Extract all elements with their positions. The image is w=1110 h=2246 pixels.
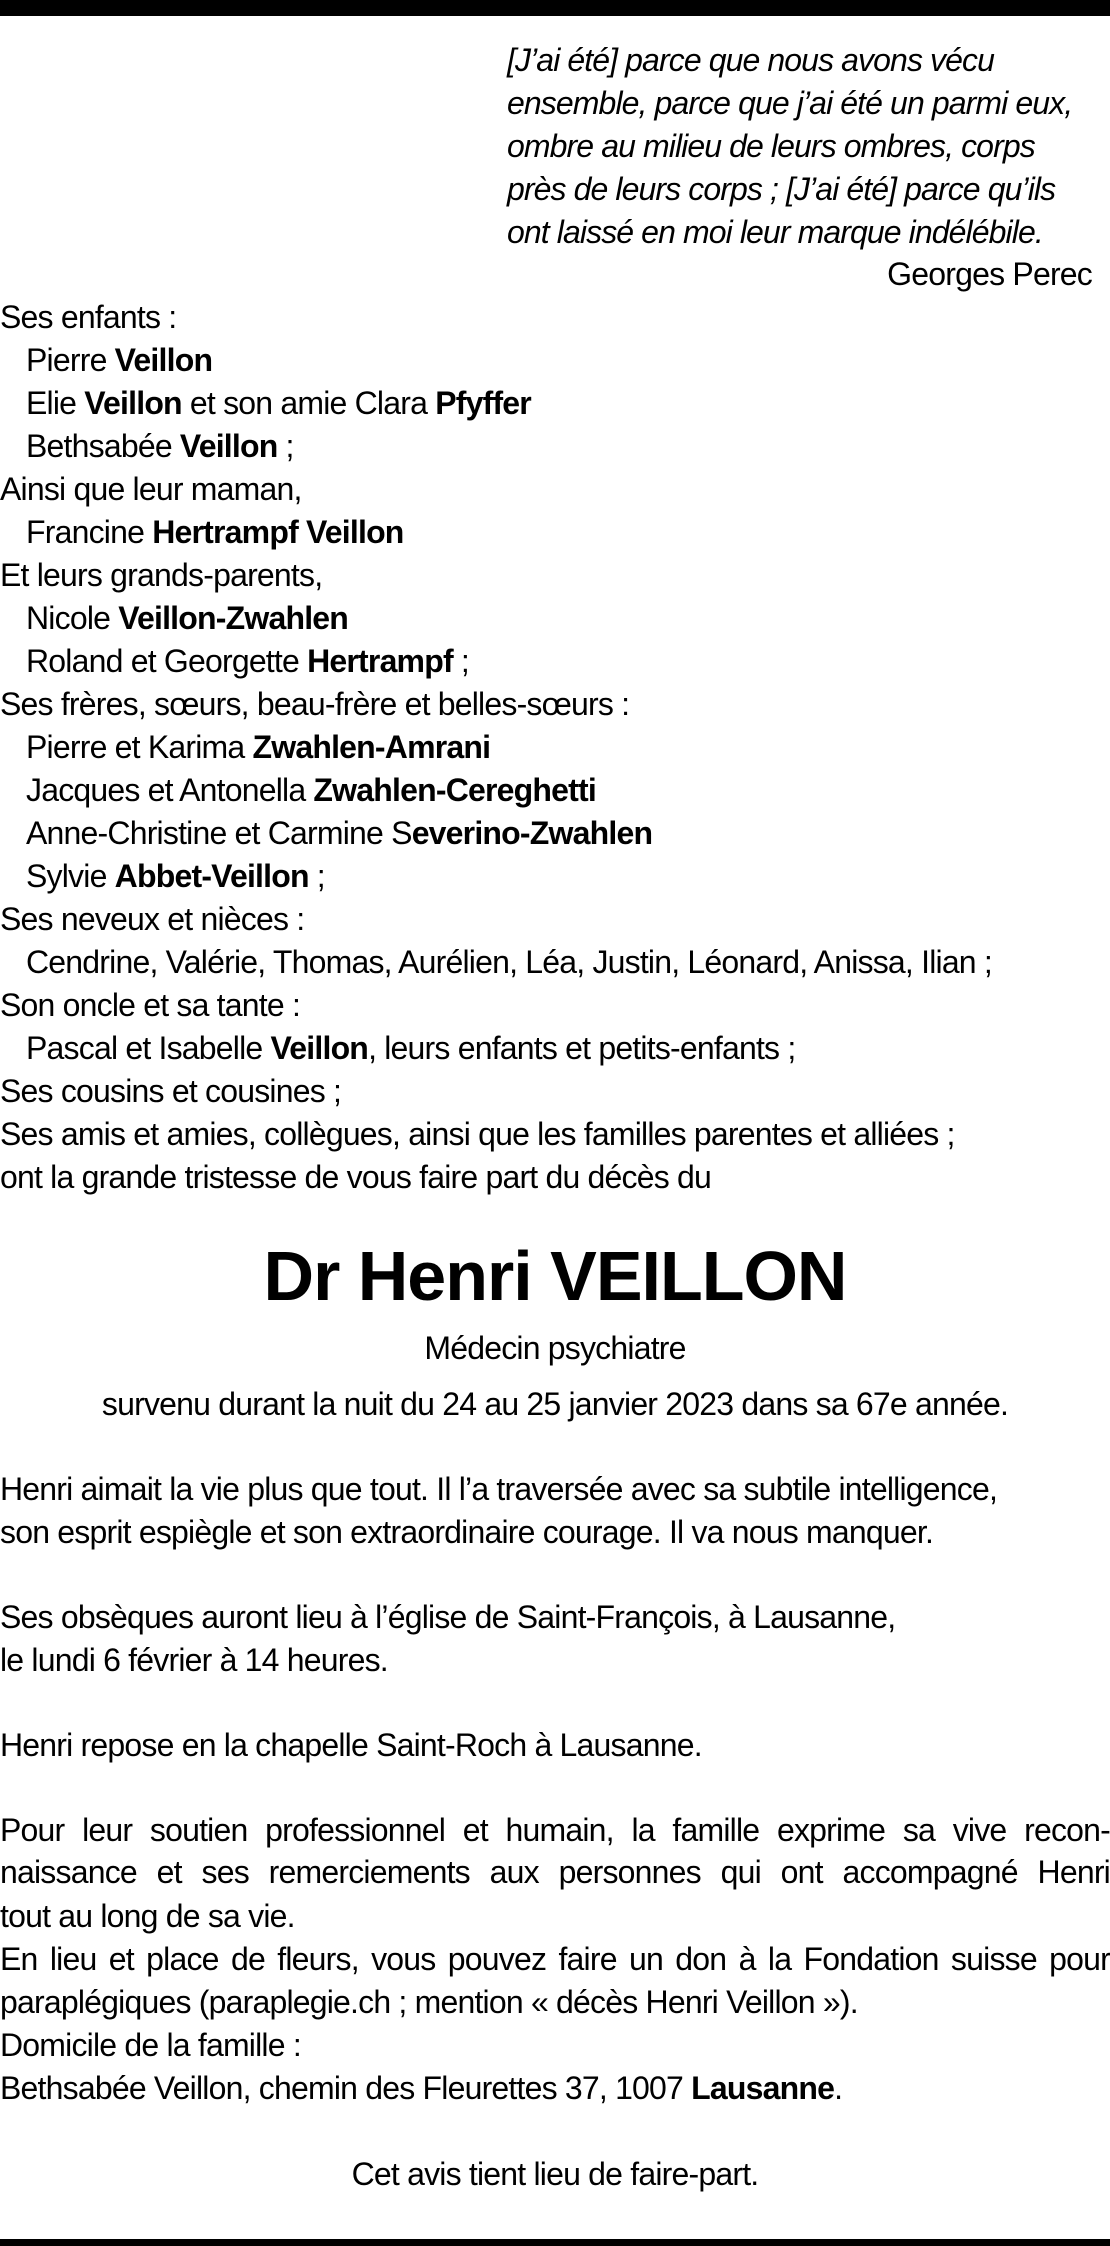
epigraph-line: ombre au milieu de leurs ombres, corps [507, 128, 1035, 164]
siblings-heading: Ses frères, sœurs, beau-frère et belles-sœurs : [0, 686, 630, 722]
friends-line: Ses amis et amies, collègues, ainsi que les familles parentes et alliées ; [0, 1116, 955, 1152]
grandparent-entry: Roland et Georgette Hertrampf ; [26, 643, 470, 679]
deceased-profession: Médecin psychiatre [424, 1330, 686, 1366]
child-entry: Elie Veillon et son amie Clara Pfyffer [26, 385, 531, 421]
domicile-heading: Domicile de la famille : [0, 2027, 301, 2063]
grandparents-heading: Et leurs grands-parents, [0, 557, 323, 593]
sibling-entry: Sylvie Abbet-Veillon ; [26, 858, 325, 894]
funeral-line: Ses obsèques auront lieu à l’église de Saint-François, à Lausanne, [0, 1599, 896, 1635]
thanks-paragraph [0, 1809, 1110, 1893]
epigraph-quote [507, 39, 1090, 254]
cousins-line: Ses cousins et cousines ; [0, 1073, 342, 1109]
thanks-line: tout au long de sa vie. [0, 1898, 295, 1934]
tribute-line: son esprit espiègle et son extraordinaire courage. Il va nous manquer. [0, 1514, 934, 1550]
epigraph-line: ensemble, parce que j’ai été un parmi eux, [507, 85, 1073, 121]
deceased-name: Dr Henri VEILLON [263, 1237, 847, 1315]
top-border-rule [0, 0, 1110, 16]
epigraph-line: [J’ai été] parce que nous avons vécu [507, 42, 995, 78]
announcement-line: ont la grande tristesse de vous faire part du décès du [0, 1159, 712, 1195]
sibling-entry: Anne-Christine et Carmine Severino-Zwahlen [26, 815, 653, 851]
thanks-line: Pour leur soutien professionnel et humain, la famille exprime sa vive recon- [0, 1812, 1110, 1848]
grandparent-entry: Nicole Veillon-Zwahlen [26, 600, 349, 636]
tribute-line: Henri aimait la vie plus que tout. Il l’a traversée avec sa subtile intelligence, [0, 1471, 998, 1507]
nephews-list: Cendrine, Valérie, Thomas, Aurélien, Léa, Justin, Léonard, Anissa, Ilian ; [26, 944, 992, 980]
child-entry: Pierre Veillon [26, 342, 213, 378]
resting-place-line: Henri repose en la chapelle Saint-Roch à Lausanne. [0, 1727, 702, 1763]
bottom-border-rule [0, 2239, 1110, 2246]
domicile-address: Bethsabée Veillon, chemin des Fleurettes 37, 1007 Lausanne. [0, 2070, 843, 2106]
epigraph-author: Georges Perec [887, 256, 1092, 292]
donation-line: En lieu et place de fleurs, vous pouvez faire un don à la Fondation suisse pour [0, 1941, 1110, 1977]
epigraph-line: ont laissé en moi leur marque indélébile. [507, 214, 1043, 250]
mother-heading: Ainsi que leur maman, [0, 471, 302, 507]
donation-line: paraplégiques (paraplegie.ch ; mention « décès Henri Veillon »). [0, 1984, 858, 2020]
closing-line: Cet avis tient lieu de faire-part. [351, 2156, 759, 2192]
nephews-heading: Ses neveux et nièces : [0, 901, 305, 937]
thanks-line: naissance et ses remerciements aux personnes qui ont accompagné Henri [0, 1854, 1110, 1890]
uncle-heading: Son oncle et sa tante : [0, 987, 301, 1023]
child-entry: Bethsabée Veillon ; [26, 428, 294, 464]
mother-entry: Francine Hertrampf Veillon [26, 514, 404, 550]
death-info: survenu durant la nuit du 24 au 25 janvier 2023 dans sa 67e année. [101, 1386, 1009, 1422]
sibling-entry: Jacques et Antonella Zwahlen-Cereghetti [26, 772, 596, 808]
sibling-entry: Pierre et Karima Zwahlen-Amrani [26, 729, 491, 765]
children-heading: Ses enfants : [0, 299, 177, 335]
funeral-line: le lundi 6 février à 14 heures. [0, 1642, 388, 1678]
epigraph-line: près de leurs corps ; [J’ai été] parce qu’ils [507, 171, 1056, 207]
donation-paragraph [0, 1938, 1110, 1980]
uncle-entry: Pascal et Isabelle Veillon, leurs enfants et petits-enfants ; [26, 1030, 796, 1066]
